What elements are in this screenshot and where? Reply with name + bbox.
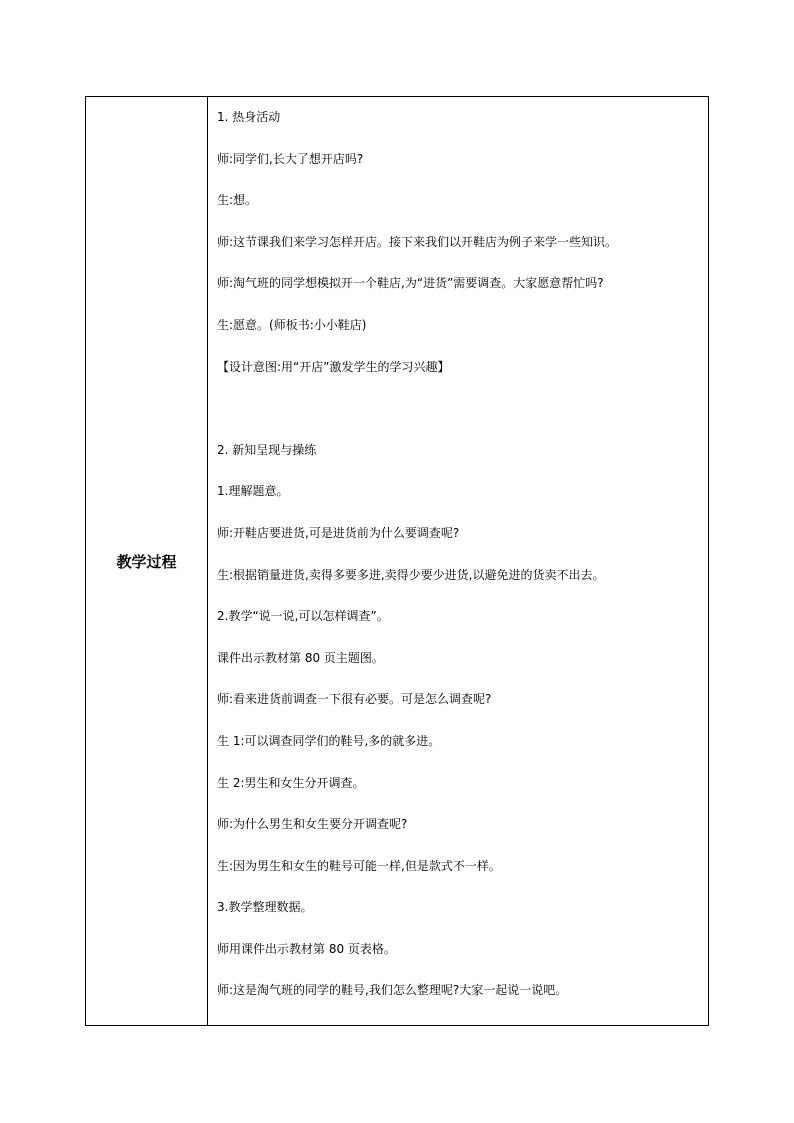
text-line: 生:想。 [217,193,258,208]
text-line: 生:因为男生和女生的鞋号可能一样,但是款式不一样。 [217,858,501,873]
text-line: 师:这是淘气班的同学的鞋号,我们怎么整理呢?大家一起说一说吧。 [217,983,568,998]
text-line: 2.教学“说一说,可以怎样调查”。 [217,609,389,624]
text-line: 生 1:可以调查同学们的鞋号,多的就多进。 [217,733,441,748]
table-row [86,97,709,1026]
text-line: 师:同学们,长大了想开店吗? [217,151,364,166]
text-line: 3.教学整理数据。 [217,900,313,915]
text-line: 课件出示教材第 80 页主题图。 [217,650,384,665]
text-line: 师:这节课我们来学习怎样开店。接下来我们以开鞋店为例子来学一些知识。 [217,234,618,249]
section-content [208,97,709,1026]
text-line: 师:看来进货前调查一下很有必要。可是怎么调查呢? [217,692,492,707]
content-lines [208,97,708,997]
new-knowledge-heading: 2. 新知呈现与操练 [217,442,317,457]
text-line: 生:愿意。(师板书:小小鞋店) [217,317,367,332]
warmup-heading: 1. 热身活动 [217,110,281,124]
text-line: 生:根据销量进货,卖得多要多进,卖得少要少进货,以避免进的货卖不出去。 [217,567,605,582]
design-intent-note: 【设计意图:用“开店”激发学生的学习兴趣】 [217,359,450,374]
lesson-plan-table [85,96,709,1026]
spacer [217,401,708,443]
text-line: 师:开鞋店要进货,可是进货前为什么要调查呢? [217,525,460,540]
text-line: 师用课件出示教材第 80 页表格。 [217,941,396,956]
text-line: 1.理解题意。 [217,484,289,499]
text-line: 师:为什么男生和女生要分开调查呢? [217,817,408,832]
section-label: 教学过程 [86,97,208,1026]
text-line: 生 2:男生和女生分开调查。 [217,775,365,790]
text-line: 师:淘气班的同学想模拟开一个鞋店,为“进货”需要调查。大家愿意帮忙吗? [217,276,604,291]
